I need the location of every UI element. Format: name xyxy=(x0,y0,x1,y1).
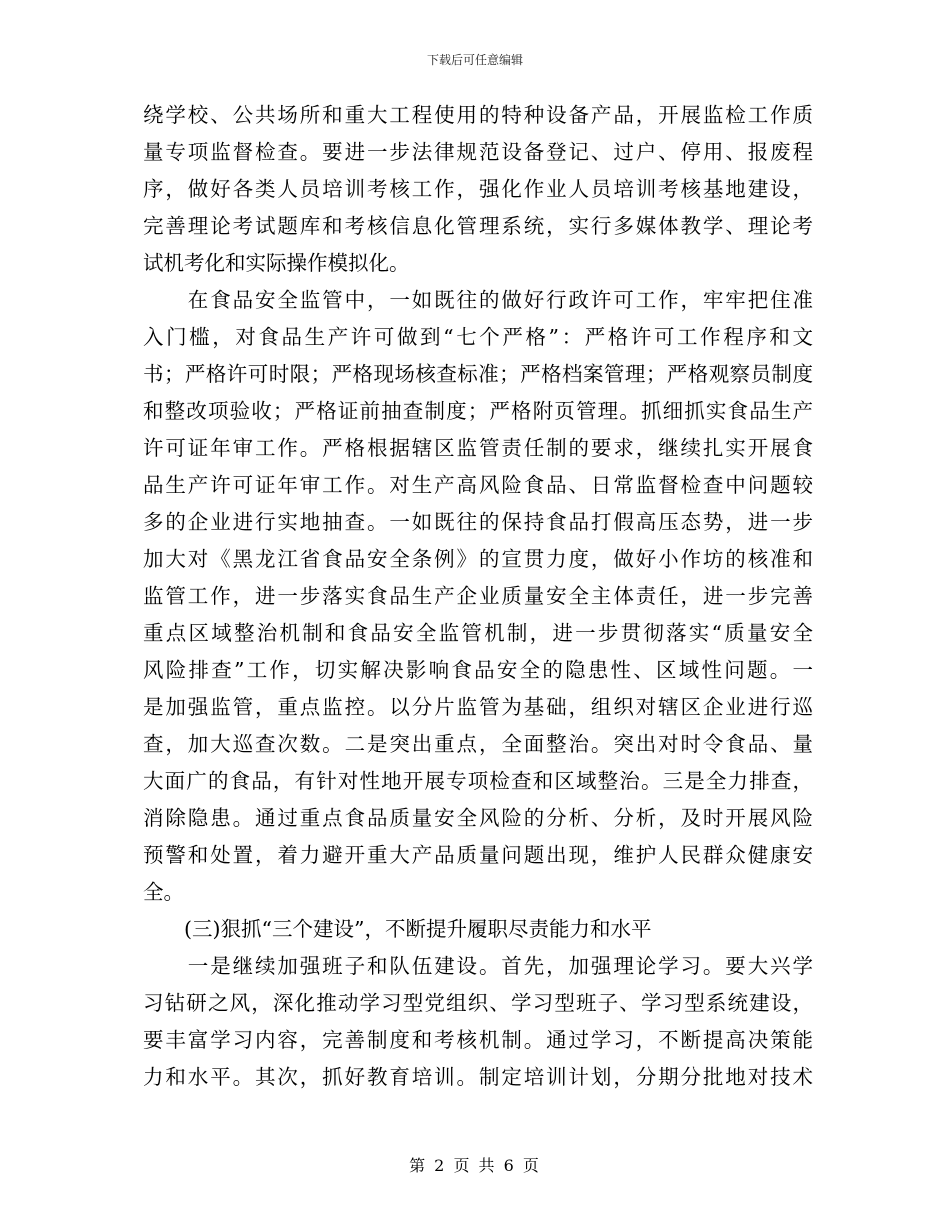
body-line: 预警和处置，着力避开重大产品质量问题出现，维护人民群众健康安 xyxy=(143,843,813,867)
body-line: 力和水平。其次，抓好教育培训。制定培训计划，分期分批地对技术 xyxy=(143,1065,813,1089)
body-line: 大面广的食品，有针对性地开展专项检查和区域整治。三是全力排查， xyxy=(143,769,813,793)
document-body xyxy=(143,97,813,1096)
body-line: 绕学校、公共场所和重大工程使用的特种设备产品，开展监检工作质 xyxy=(143,103,813,127)
body-line: 重点区域整治机制和食品安全监管机制，进一步贯彻落实“质量安全 xyxy=(143,621,813,645)
body-line: 量专项监督检查。要进一步法律规范设备登记、过户、停用、报废程 xyxy=(143,140,813,164)
body-line: 许可证年审工作。严格根据辖区监管责任制的要求，继续扎实开展食 xyxy=(143,436,813,460)
body-line: 风险排查”工作，切实解决影响食品安全的隐患性、区域性问题。一 xyxy=(143,658,813,682)
body-line: 一是继续加强班子和队伍建设。首先，加强理论学习。要大兴学 xyxy=(143,954,813,978)
body-line: 监管工作，进一步落实食品生产企业质量安全主体责任，进一步完善 xyxy=(143,584,813,608)
body-line: 加大对《黑龙江省食品安全条例》的宣贯力度，做好小作坊的核准和 xyxy=(143,547,813,571)
page-number-footer: 第 2 页 共 6 页 xyxy=(409,1156,541,1175)
download-note-header: 下载后可任意编辑 xyxy=(426,53,523,67)
body-line: 书；严格许可时限；严格现场核查标准；严格档案管理；严格观察员制度 xyxy=(143,362,813,386)
section-heading: (三)狠抓“三个建设”，不断提升履职尽责能力和水平 xyxy=(143,917,652,941)
body-line: 是加强监管，重点监控。以分片监管为基础，组织对辖区企业进行巡 xyxy=(143,695,813,719)
body-line: 序，做好各类人员培训考核工作，强化作业人员培训考核基地建设， xyxy=(143,177,813,201)
body-line: 消除隐患。通过重点食品质量安全风险的分析、分析，及时开展风险 xyxy=(143,806,813,830)
body-line: 和整改项验收；严格证前抽查制度；严格附页管理。抓细抓实食品生产 xyxy=(143,399,813,423)
body-line: 要丰富学习内容，完善制度和考核机制。通过学习，不断提高决策能 xyxy=(143,1028,813,1052)
body-line: 在食品安全监管中，一如既往的做好行政许可工作，牢牢把住准 xyxy=(143,288,813,312)
body-line: 试机考化和实际操作模拟化。 xyxy=(143,251,410,275)
body-line: 查，加大巡查次数。二是突出重点，全面整治。突出对时令食品、量 xyxy=(143,732,813,756)
body-line: 全。 xyxy=(143,880,184,904)
body-line: 完善理论考试题库和考核信息化管理系统，实行多媒体教学、理论考 xyxy=(143,214,813,238)
body-line: 入门槛，对食品生产许可做到“七个严格”：严格许可工作程序和文 xyxy=(143,325,813,349)
body-line: 习钻研之风，深化推动学习型党组织、学习型班子、学习型系统建设， xyxy=(143,991,813,1015)
body-line: 品生产许可证年审工作。对生产高风险食品、日常监督检查中问题较 xyxy=(143,473,813,497)
body-line: 多的企业进行实地抽查。一如既往的保持食品打假高压态势，进一步 xyxy=(143,510,813,534)
